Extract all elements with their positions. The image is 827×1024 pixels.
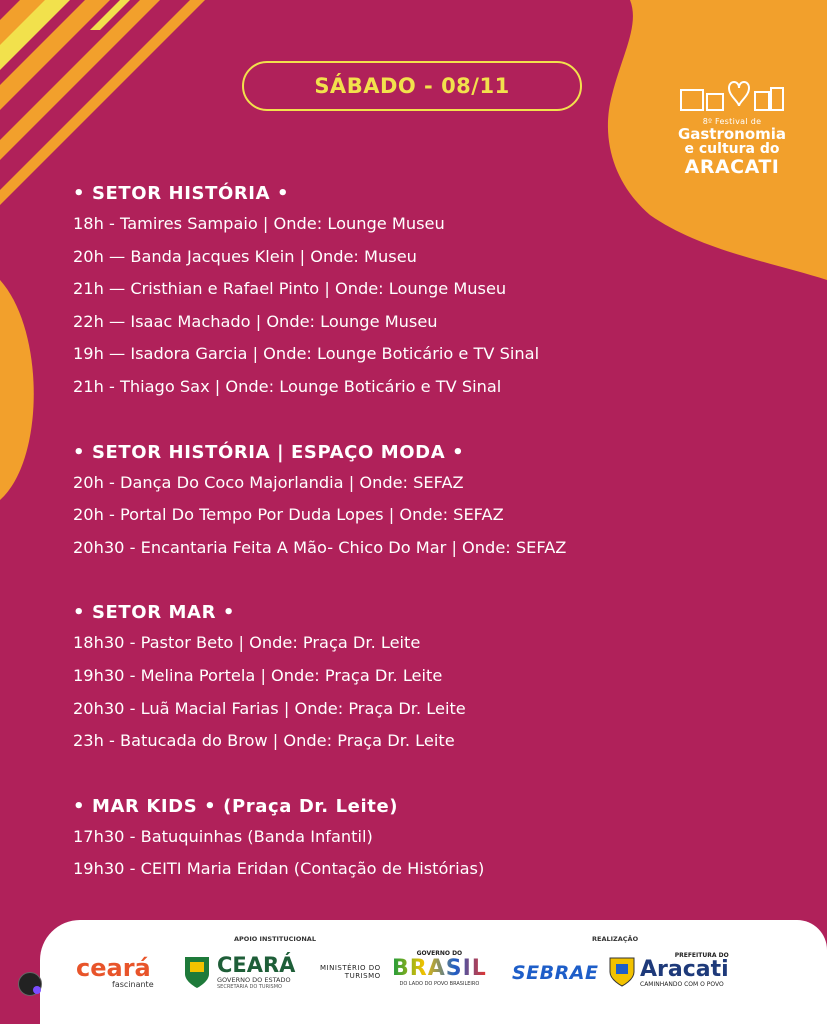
logo-small-line: 8º Festival de (702, 117, 762, 126)
prefeitura-name: Aracati (640, 957, 729, 982)
support-label: APOIO INSTITUCIONAL (234, 935, 316, 943)
ministerio-turismo-label (320, 964, 381, 980)
aracati-coat-of-arms-icon (608, 952, 636, 988)
logo-line-1: Gastronomia (677, 125, 787, 143)
schedule-item: 20h - Portal Do Tempo Por Duda Lopes | Onde: SEFAZ (73, 505, 504, 525)
orange-arc-left (0, 280, 34, 500)
governo-name: CEARÁ (217, 952, 296, 977)
brasil-bottom: DO LADO DO POVO BRASILEIRO (399, 981, 480, 987)
ceara-fascinante-logo (76, 956, 154, 989)
schedule-item: 20h - Dança Do Coco Majorlandia | Onde: SEFAZ (73, 472, 464, 492)
date-label: SÁBADO - 08/11 (314, 74, 510, 98)
schedule-item: 19h30 - Melina Portela | Onde: Praça Dr. Leite (73, 665, 443, 685)
date-badge (242, 61, 582, 111)
schedule-item: 20h30 - Encantaria Feita A Mão- Chico Do Mar | Onde: SEFAZ (73, 537, 567, 557)
section-heading-setor-mar: • SETOR MAR • (73, 602, 236, 624)
section-heading-espaco-moda: • SETOR HISTÓRIA | ESPAÇO MODA • (73, 441, 465, 463)
brasil-top: GOVERNO DO (416, 950, 463, 957)
schedule-item: 21h - Thiago Sax | Onde: Lounge Boticário e TV Sinal (73, 376, 502, 396)
sebrae-logo (512, 962, 598, 984)
section-heading-historia: • SETOR HISTÓRIA • (73, 183, 290, 204)
governo-line-2: SECRETARIA DO TURISMO (217, 983, 282, 990)
governo-line-1: GOVERNO DO ESTADO (217, 975, 291, 984)
sebrae-name: SEBRAE (512, 962, 599, 984)
logo-line-2: e cultura do (684, 141, 780, 157)
ministerio-line-2: TURISMO (344, 972, 381, 980)
prefeitura-top: PREFEITURA DO (674, 952, 729, 959)
ministerio-line-1: MINISTÉRIO DO (320, 964, 381, 972)
schedule-item: 21h — Cristhian e Rafael Pinto | Onde: Lounge Museu (73, 279, 507, 299)
schedule (73, 180, 793, 886)
governo-ceara-logo (182, 954, 295, 990)
sponsor-footer (40, 920, 827, 1024)
schedule-item: 20h — Banda Jacques Klein | Onde: Museu (73, 246, 417, 266)
schedule-item: 22h — Isaac Machado | Onde: Lounge Museu (73, 311, 438, 331)
prefeitura-aracati-logo (608, 952, 729, 988)
schedule-item: 17h30 - Batuquinhas (Banda Infantil) (73, 826, 373, 846)
schedule-item: 18h30 - Pastor Beto | Onde: Praça Dr. Leite (73, 633, 421, 653)
prefeitura-bottom: CAMINHANDO COM O POVO (640, 981, 724, 988)
section-heading-mar-kids: • MAR KIDS • (Praça Dr. Leite) (73, 795, 399, 817)
houses-heart-icon (677, 78, 787, 112)
schedule-item: 18h - Tamires Sampaio | Onde: Lounge Museu (73, 214, 445, 233)
schedule-item: 20h30 - Luã Macial Farias | Onde: Praça Dr. Leite (73, 698, 466, 718)
schedule-item: 23h - Batucada do Brow | Onde: Praça Dr. Leite (73, 731, 455, 751)
ceara-coat-of-arms-icon (182, 954, 212, 990)
governo-brasil-logo (392, 950, 487, 987)
schedule-item: 19h30 - CEITI Maria Eridan (Contação de Histórias) (73, 859, 485, 879)
ceara-fascinante-tag: fascinante (112, 980, 154, 989)
festival-logo (662, 78, 802, 177)
status-dot-icon (33, 986, 41, 994)
brasil-name: BRASIL (392, 956, 487, 981)
schedule-item: 19h — Isadora Garcia | Onde: Lounge Boticário e TV Sinal (73, 344, 540, 364)
realization-label: REALIZAÇÃO (592, 935, 639, 943)
ceara-fascinante-name: ceará (76, 954, 151, 982)
logo-line-3: ARACATI (684, 156, 780, 178)
